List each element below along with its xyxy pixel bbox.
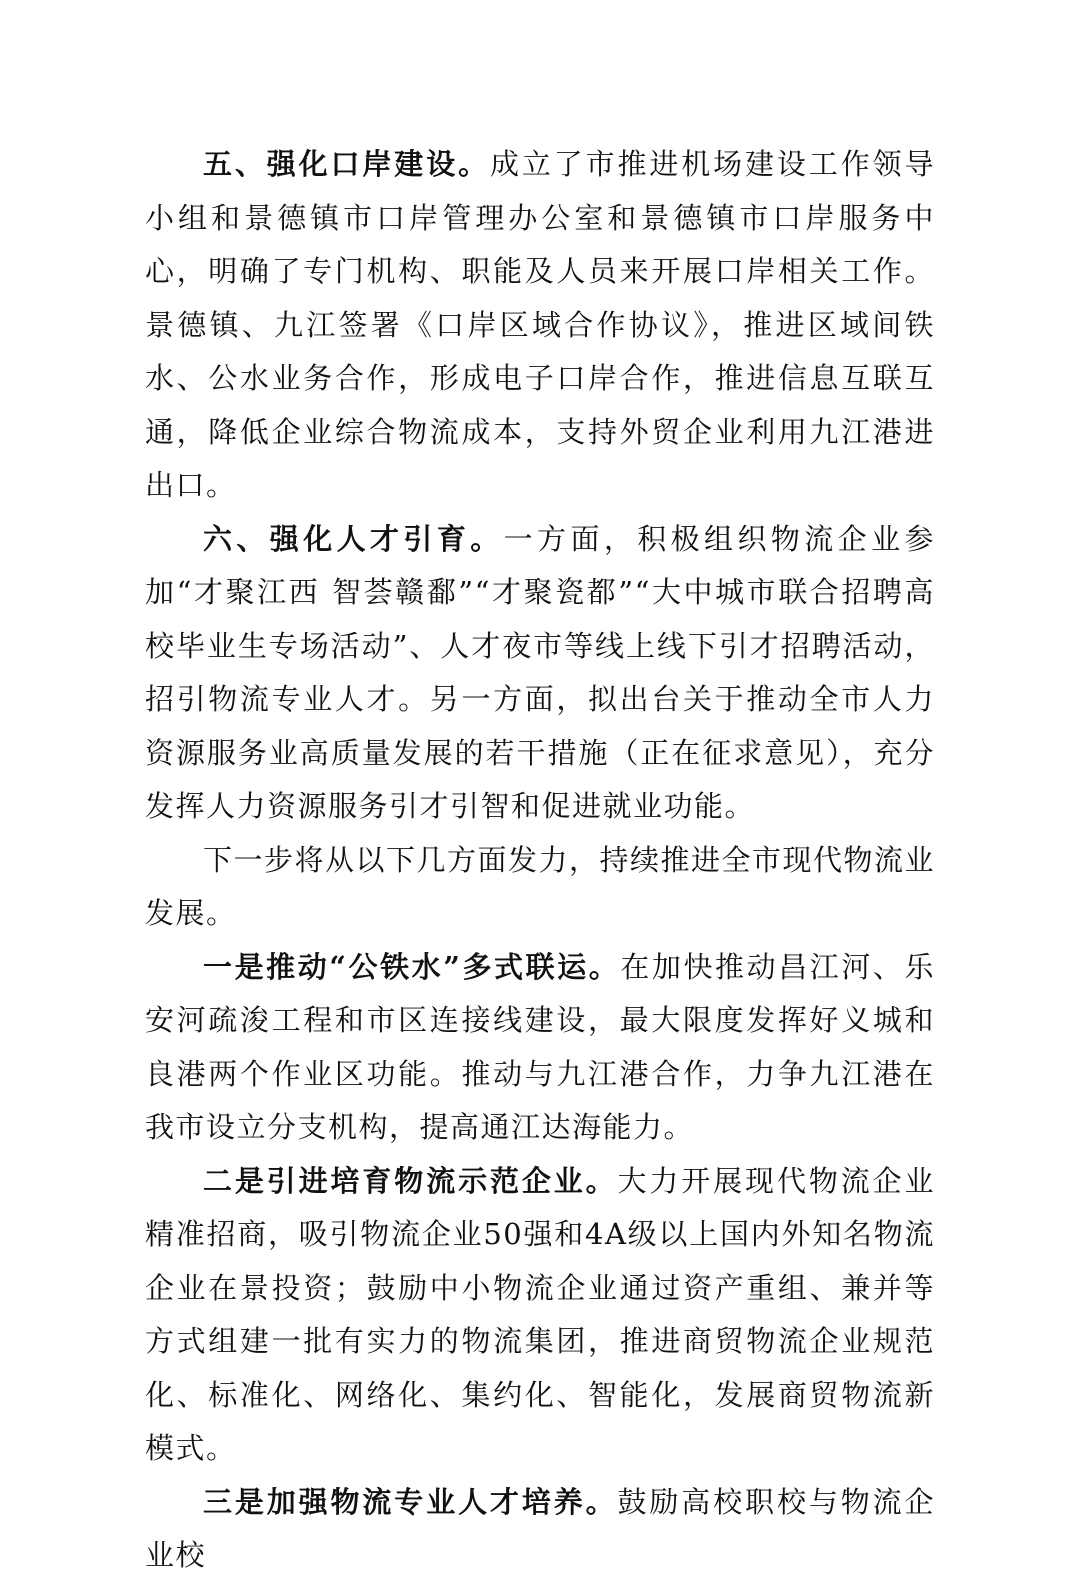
paragraph-logistics-talent: [145, 1476, 935, 1583]
paragraph-port-construction: [145, 138, 935, 513]
paragraph-text: 大力开展现代物流企业精准招商，吸引物流企业50强和4A级以上国内外知名物流企业在景投资；鼓励中小物流企业通过资产重组、兼并等方式组建一批有实力的物流集团，推进商贸物流企业规范化、标准化、网络化、集约化、智能化，发展商贸物流新模式。: [145, 1163, 935, 1465]
paragraph-heading: 六、强化人才引育。: [203, 521, 504, 556]
paragraph-text: 成立了市推进机场建设工作领导小组和景德镇市口岸管理办公室和景德镇市口岸服务中心，明确了专门机构、职能及人员来开展口岸相关工作。景德镇、九江签署《口岸区域合作协议》，推进区域间铁水、公水业务合作，形成电子口岸合作，推进信息互联互通，降低企业综合物流成本，支持外贸企业利用九江港进出口。: [145, 147, 935, 502]
paragraph-heading: 五、强化口岸建设。: [203, 147, 490, 181]
paragraph-demonstration-enterprises: [145, 1155, 935, 1476]
paragraph-text: 下一步将从以下几方面发力，持续推进全市现代物流业发展。: [145, 842, 936, 930]
paragraph-heading: 一是推动“公铁水”多式联运。: [203, 949, 621, 984]
paragraph-talent-cultivation: [145, 513, 935, 834]
paragraph-heading: 三是加强物流专业人才培养。: [203, 1484, 618, 1519]
paragraph-heading: 二是引进培育物流示范企业。: [203, 1163, 618, 1198]
paragraph-text: 一方面，积极组织物流企业参加“才聚江西 智荟赣鄱”“才聚瓷都”“大中城市联合招聘高校毕业生专场活动”、人才夜市等线上线下引才招聘活动，招引物流专业人才。另一方面，拟出台关于推动全市人力资源服务业高质量发展的若干措施（正在征求意见），充分发挥人力资源服务引才引智和促进就业功能。: [145, 521, 935, 823]
paragraph-multimodal-transport: [145, 941, 935, 1155]
paragraph-text: 鼓励高校职校与物流企业校: [145, 1484, 935, 1572]
paragraph-next-steps: [145, 834, 935, 941]
paragraph-text: 在加快推动昌江河、乐安河疏浚工程和市区连接线建设，最大限度发挥好义城和良港两个作业区功能。推动与九江港合作，力争九江港在我市设立分支机构，提高通江达海能力。: [145, 949, 935, 1144]
document-body: [145, 138, 935, 1583]
